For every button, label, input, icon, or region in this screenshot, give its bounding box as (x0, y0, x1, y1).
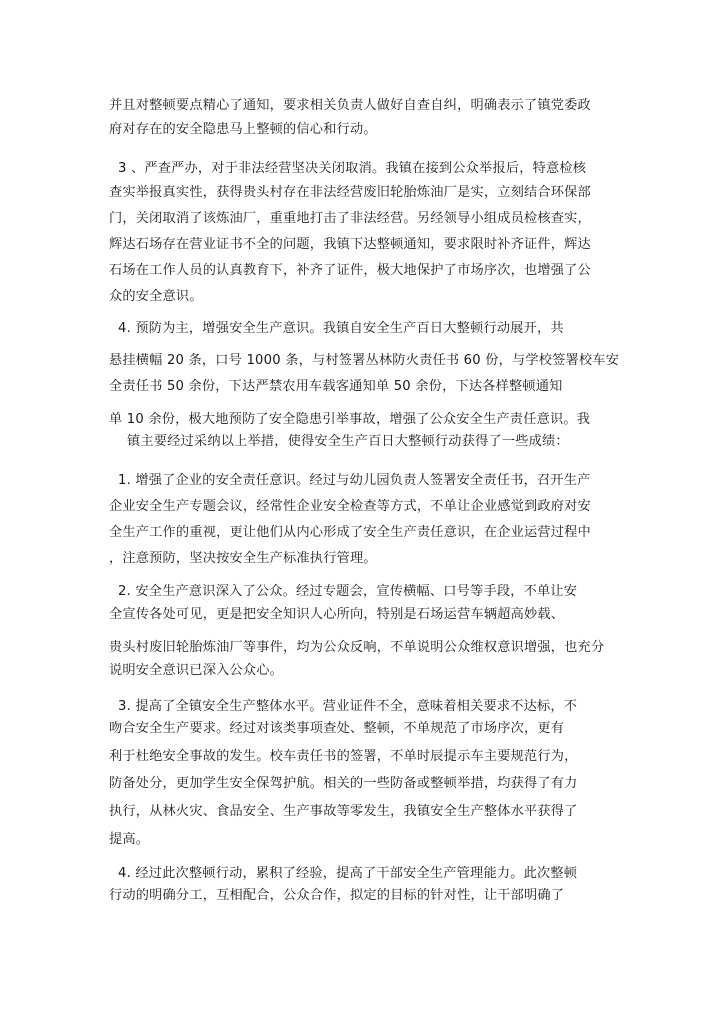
text-line: 2. 安全生产意识深入了公众。经过专题会，宣传横幅、口号等手段，不单让安 (118, 584, 578, 599)
text-line: 4. 预防为主，增强安全生产意识。我镇自安全生产百日大整顿行动展开，共 (118, 321, 564, 336)
text-line: 石场在工作人员的认真教育下，补齐了证件，极大地保护了市场序次，也增强了公 (109, 263, 591, 278)
text-line: 贵头村废旧轮胎炼油厂等事件，均为公众反响，不单说明公众维权意识增强，也充分 (109, 640, 605, 655)
text-line: 府对存在的安全隐患马上整顿的信心和行动。 (109, 122, 377, 137)
text-line: 吻合安全生产要求。经过对该类事项查处、整顿，不单规范了市场序次，更有 (109, 721, 565, 736)
text-line: 行动的明确分工，互相配合，公众合作，拟定的目标的针对性，让干部明确了 (109, 888, 565, 903)
text-line: 防备处分，更加学生安全保驾护航。相关的一些防备或整顿举措，均获得了有力 (109, 776, 578, 791)
text-line: ，注意预防，坚决按安全生产标准执行管理。 (109, 551, 377, 566)
text-line: 说明安全意识已深入公众心。 (109, 663, 284, 678)
text-line: 4. 经过此次整顿行动，累积了经验，提高了干部安全生产管理能力。此次整顿 (118, 866, 578, 881)
text-line: 镇主要经过采纳以上举措，使得安全生产百日大整顿行动获得了一些成绩： (127, 434, 569, 449)
text-line: 单 10 余份，极大地预防了安全隐患引举事故，增强了公众安全生产责任意识。我 (109, 412, 591, 427)
text-line: 并且对整顿要点精心了通知，要求相关负责人做好自查自纠，明确表示了镇党委政 (109, 98, 591, 113)
text-line: 悬挂横幅 20 条，口号 1000 条，与村签署丛林防火责任书 60 份，与学校签署校车安 (109, 353, 620, 368)
text-line: 3 、严查严办，对于非法经营坚决关闭取消。我镇在接到公众举报后，特意检核 (118, 161, 587, 176)
text-line: 1. 增强了企业的安全责任意识。经过与幼儿园负责人签署安全责任书，召开生产 (118, 473, 591, 488)
text-line: 3. 提高了全镇安全生产整体水平。营业证件不全，意味着相关要求不达标，不 (118, 699, 578, 714)
text-line: 提高。 (109, 832, 150, 847)
text-line: 全责任书 50 余份，下达严禁农用车载客通知单 50 余份，下达各样整顿通知 (109, 379, 563, 394)
text-line: 查实举报真实性，获得贵头村存在非法经营废旧轮胎炼油厂是实，立刻结合环保部 (109, 185, 591, 200)
text-line: 企业安全生产专题会议，经常性企业安全检查等方式，不单让企业感觉到政府对安 (109, 499, 591, 514)
text-line: 辉达石场存在营业证书不全的问题，我镇下达整顿通知，要求限时补齐证件，辉达 (109, 237, 591, 252)
text-line: 众的安全意识。 (109, 289, 203, 304)
text-line: 执行，从林火灾、食品安全、生产事故等零发生，我镇安全生产整体水平获得了 (109, 804, 578, 819)
text-line: 全生产工作的重视，更让他们从内心形成了安全生产责任意识，在企业运营过程中 (109, 525, 591, 540)
text-line: 利于杜绝安全事故的发生。校车责任书的签署，不单时辰提示车主要规范行为， (109, 749, 578, 764)
text-line: 全宣传各处可见，更是把安全知识人心所向，特别是石场运营车辆超高妙载、 (109, 607, 565, 622)
text-line: 门，关闭取消了该炼油厂，重重地打击了非法经营。另经领导小组成员检核查实， (109, 211, 591, 226)
